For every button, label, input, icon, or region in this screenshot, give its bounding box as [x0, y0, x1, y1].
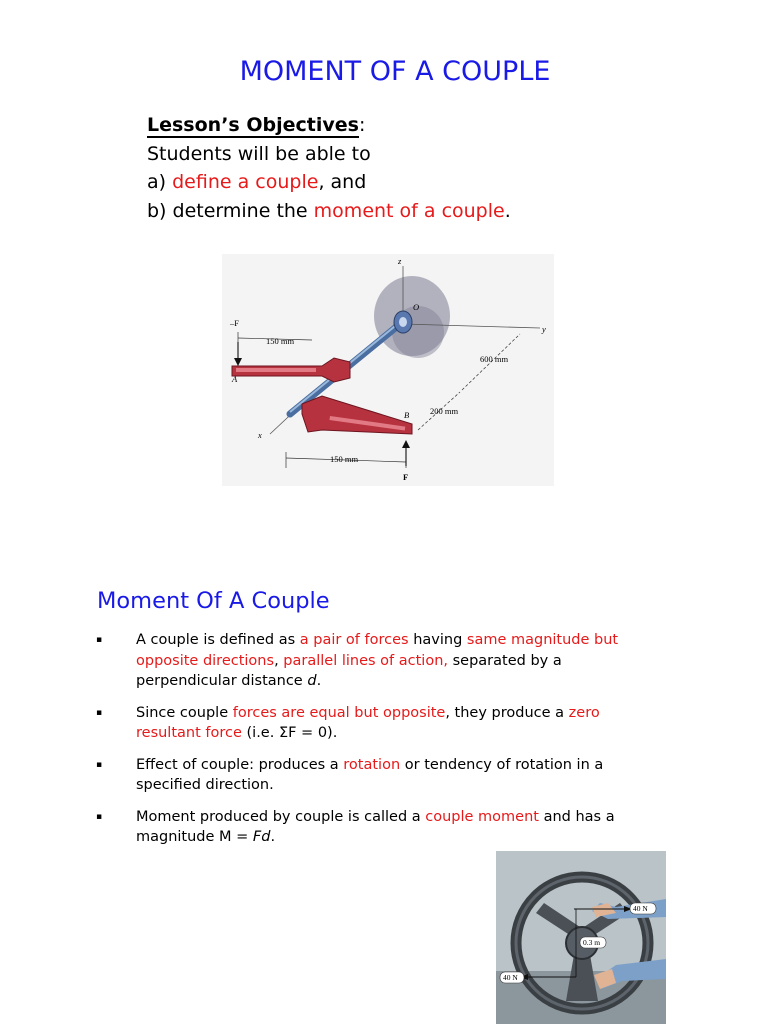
steering-wheel-photo: [496, 851, 666, 1024]
objective-b: [147, 197, 511, 226]
list-item: [96, 807, 656, 848]
bullet-4-text-2: and has a magnitude M =: [136, 808, 615, 845]
list-item: [96, 630, 656, 692]
section-title: Moment Of A Couple: [97, 588, 330, 614]
objectives-heading: Lesson’s Objectives: [147, 114, 359, 136]
bullet-2-text-3: (i.e. ΣF = 0).: [241, 725, 338, 741]
label-f: F: [403, 472, 409, 482]
bullet-mark: ▪: [96, 811, 103, 822]
objective-a-suffix: , and: [318, 171, 367, 193]
bullet-1-text-4: separated by a perpendicular distance: [136, 652, 562, 689]
objective-b-prefix: b) determine the: [147, 199, 314, 222]
bullet-1-text-2: having: [408, 632, 467, 648]
bullet-2-text: Since couple: [136, 704, 233, 721]
objective-b-highlight: moment of a couple: [313, 199, 505, 222]
bullet-mark: ▪: [96, 759, 103, 770]
label-neg-f: –F: [230, 318, 239, 328]
bullet-3-highlight: rotation: [343, 756, 401, 773]
label-40n-top: 40 N: [633, 904, 648, 913]
list-item: [96, 755, 656, 796]
bullet-1-text-3: ,: [274, 652, 284, 669]
label-200: 200 mm: [430, 406, 459, 416]
bullet-list: [96, 630, 656, 859]
bullet-3-text-2: or tendency of rotation in a specified direction.: [136, 756, 604, 793]
objective-a-prefix: a): [147, 171, 173, 193]
objectives-block: [147, 111, 511, 225]
label-40n-bottom: 40 N: [503, 973, 518, 982]
objective-a-highlight: define a couple: [172, 171, 319, 193]
bullet-1-highlight-1: a pair of forces: [299, 632, 409, 648]
label-150-top: 150 mm: [266, 336, 295, 346]
objective-b-suffix: .: [504, 199, 511, 222]
bullet-3-text: Effect of couple: produces a: [136, 756, 344, 773]
label-z: z: [398, 256, 402, 266]
page-title: MOMENT OF A COUPLE: [239, 56, 551, 87]
bullet-1-italic: d: [307, 673, 317, 689]
bullet-4-text: Moment produced by couple is called a: [136, 808, 426, 825]
bullet-4-text-3: .: [270, 829, 276, 845]
objectives-heading-colon: :: [358, 114, 366, 136]
label-y: y: [542, 324, 546, 334]
label-b: B: [404, 410, 410, 420]
objective-a: [147, 168, 511, 197]
bullet-1-highlight-2: same magnitude but opposite directions: [136, 632, 619, 669]
bullet-2-text-2: , they produce a: [445, 704, 569, 721]
list-item: [96, 703, 656, 744]
bullet-1-highlight-3: parallel lines of action,: [283, 652, 448, 669]
wrench-couple-figure: [222, 254, 554, 486]
bullet-2-highlight-2: zero resultant force: [136, 704, 600, 741]
label-a: A: [232, 374, 238, 384]
bullet-1-text-5: .: [316, 673, 322, 689]
label-150-bottom: 150 mm: [330, 454, 359, 464]
label-600: 600 mm: [480, 354, 509, 364]
bullet-mark: ▪: [96, 635, 103, 645]
label-o: O: [413, 302, 420, 312]
label-0-3m: 0.3 m: [583, 938, 601, 947]
bullet-1-text: A couple is defined as: [136, 632, 300, 648]
bullet-4-highlight: couple moment: [425, 808, 539, 825]
bullet-4-italic: Fd: [252, 829, 271, 845]
bullet-2-highlight-1: forces are equal but opposite: [232, 704, 446, 721]
bullet-mark: ▪: [96, 707, 103, 718]
objectives-intro: Students will be able to: [147, 142, 371, 165]
label-x: x: [258, 430, 262, 440]
